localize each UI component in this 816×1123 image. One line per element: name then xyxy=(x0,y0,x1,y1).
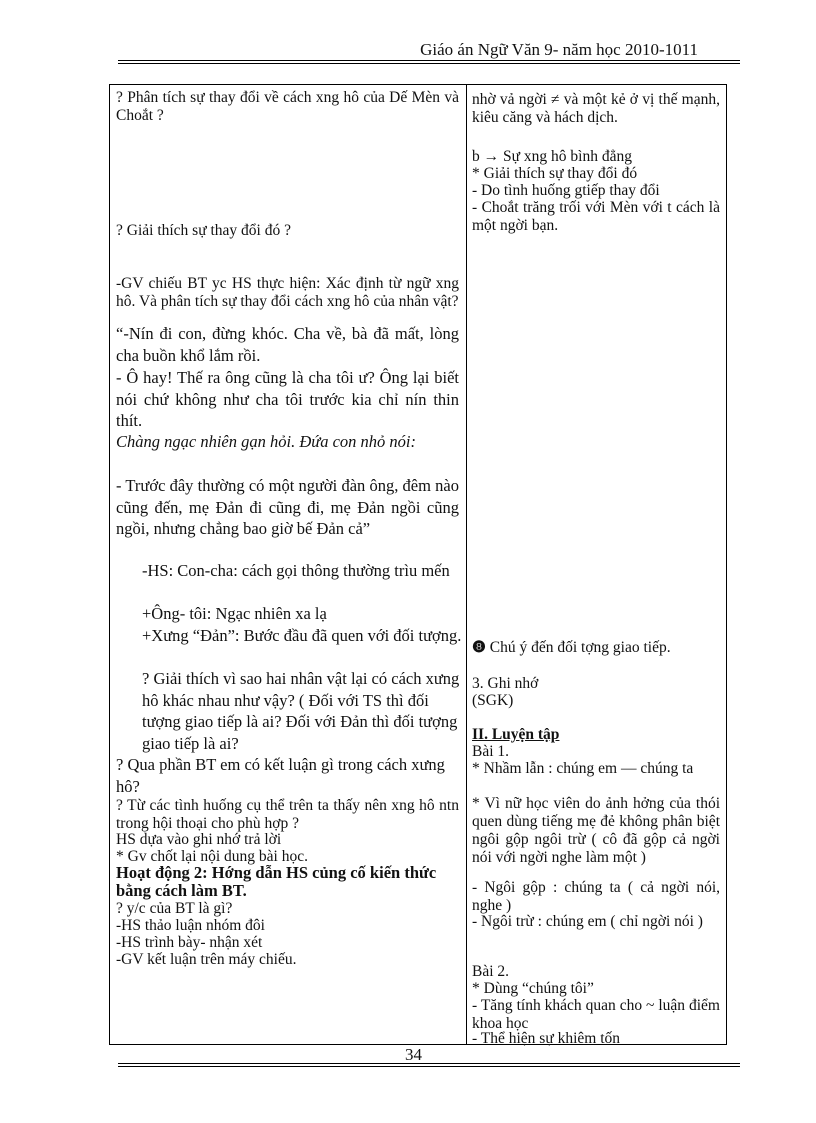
right-note-1: nhờ vả ngời ≠ và một kẻ ở vị thế mạnh, kiêu căng và hách dịch. xyxy=(472,91,720,126)
exercise-1-label: Bài 1. xyxy=(472,743,510,760)
gv-exercise: -GV chiếu BT yc HS thực hiện: Xác định từ ngữ xng hô. Và phân tích sự thay đổi cách xng hô của nhân vật? xyxy=(116,275,459,310)
exercise-2-line-3: - Thể hiện sự khiêm tốn xyxy=(472,1030,621,1047)
page-header xyxy=(118,40,740,60)
practice-heading: II. Luyện tập xyxy=(472,726,560,743)
exercise-2-line-2: - Tăng tính khách quan cho ~ luận điểm khoa học xyxy=(472,997,720,1032)
question-requirement: ? y/c của BT là gì? xyxy=(116,900,233,917)
column-divider xyxy=(466,85,467,1044)
activity-2-heading: Hoạt động 2: Hớng dẫn HS củng cố kiến thức bằng cách làm BT. xyxy=(116,863,437,900)
right-note-3: * Giải thích sự thay đổi đó xyxy=(472,165,638,182)
right-note-2: b → Sự xng hô bình đẳng xyxy=(472,148,632,165)
right-note-attention: ❽ Chú ý đến đối tợng giao tiếp. xyxy=(472,639,671,656)
exercise-2-label: Bài 2. xyxy=(472,963,510,980)
footer-rule xyxy=(118,1063,740,1064)
exercise-1-line-3: - Ngôi gộp : chúng ta ( cả ngời nói, nghe ) xyxy=(472,879,720,914)
quote-line-1: “-Nín đi con, đừng khóc. Cha về, bà đã mất, lòng cha buồn khổ lắm rồi. xyxy=(116,324,459,365)
hs-discussion: -HS thảo luận nhóm đôi xyxy=(116,917,265,934)
gv-summary: * Gv chốt lại nội dung bài học. xyxy=(116,848,308,865)
bullet-symbol-icon: ❽ xyxy=(472,639,486,656)
hs-answer-memo: HS dựa vào ghi nhớ trả lời xyxy=(116,831,282,848)
page-number: 34 xyxy=(405,1045,422,1064)
question-conclusion: ? Qua phần BT em có kết luận gì trong cách xưng hô? xyxy=(116,755,445,796)
quote-line-4: - Trước đây thường có một người đàn ông, đêm nào cũng đến, mẹ Đản đi cũng đi, mẹ Đản ngồi cũng ngồi, nhưng chẳng bao giờ bế Đản cả” xyxy=(116,476,459,538)
header-title: Giáo án Ngữ Văn 9- năm học 2010-1011 xyxy=(420,40,698,59)
right-memo-sgk: (SGK) xyxy=(472,692,514,709)
header-rule-double xyxy=(118,63,740,64)
hs-present: -HS trình bày- nhận xét xyxy=(116,934,263,951)
lesson-table xyxy=(109,84,727,1045)
header-rule xyxy=(118,60,740,61)
hs-answer-2: +Ông- tôi: Ngạc nhiên xa lạ xyxy=(142,604,327,623)
exercise-2-line-1: * Dùng “chúng tôi” xyxy=(472,980,594,997)
right-note-4: - Do tình huống gtiếp thay đổi xyxy=(472,182,660,199)
exercise-1-line-4: - Ngôi trừ : chúng em ( chỉ ngời nói ) xyxy=(472,913,703,930)
gv-conclusion: -GV kết luận trên máy chiếu. xyxy=(116,951,297,968)
hs-answer-3: +Xưng “Đản”: Bước đầu đã quen với đối tượng. xyxy=(142,626,462,645)
question-situation: ? Từ các tình huống cụ thể trên ta thấy nên xng hô ntn trong hội thoại cho phù hợp ? xyxy=(116,797,459,832)
question-why: ? Giải thích vì sao hai nhân vật lại có cách xưng hô khác nhau như vậy? ( Đối với TS thì đối tượng giao tiếp là ai? Đối với Đản thì đối tượng giao tiếp là ai? xyxy=(142,669,460,753)
quote-line-3: Chàng ngạc nhiên gạn hỏi. Đứa con nhỏ nói: xyxy=(116,432,417,451)
footer-rule-double xyxy=(118,1066,740,1067)
question-analyze: ? Phân tích sự thay đổi về cách xng hô của Dế Mèn và Choắt ? xyxy=(116,89,459,124)
hs-answer-1: -HS: Con-cha: cách gọi thông thường trìu mến xyxy=(142,561,450,580)
question-explain: ? Giải thích sự thay đổi đó ? xyxy=(116,222,291,239)
exercise-1-line-2: * Vì nữ học viên do ảnh hởng của thói quen dùng tiếng mẹ đẻ không phân biệt ngôi gộp ngôi trừ ( cô đã gộp cả ngời nói với ngời nghe làm một ) xyxy=(472,795,720,866)
exercise-1-line-1: * Nhầm lẫn : chúng em — chúng ta xyxy=(472,760,694,777)
right-note-5: - Choắt trăng trối với Mèn với t cách là một ngời bạn. xyxy=(472,199,720,234)
right-memo-heading: 3. Ghi nhớ xyxy=(472,675,539,692)
quote-line-2: - Ô hay! Thế ra ông cũng là cha tôi ư? Ông lại biết nói chứ không như cha tôi trước kia chỉ nín thin thít. xyxy=(116,368,459,430)
